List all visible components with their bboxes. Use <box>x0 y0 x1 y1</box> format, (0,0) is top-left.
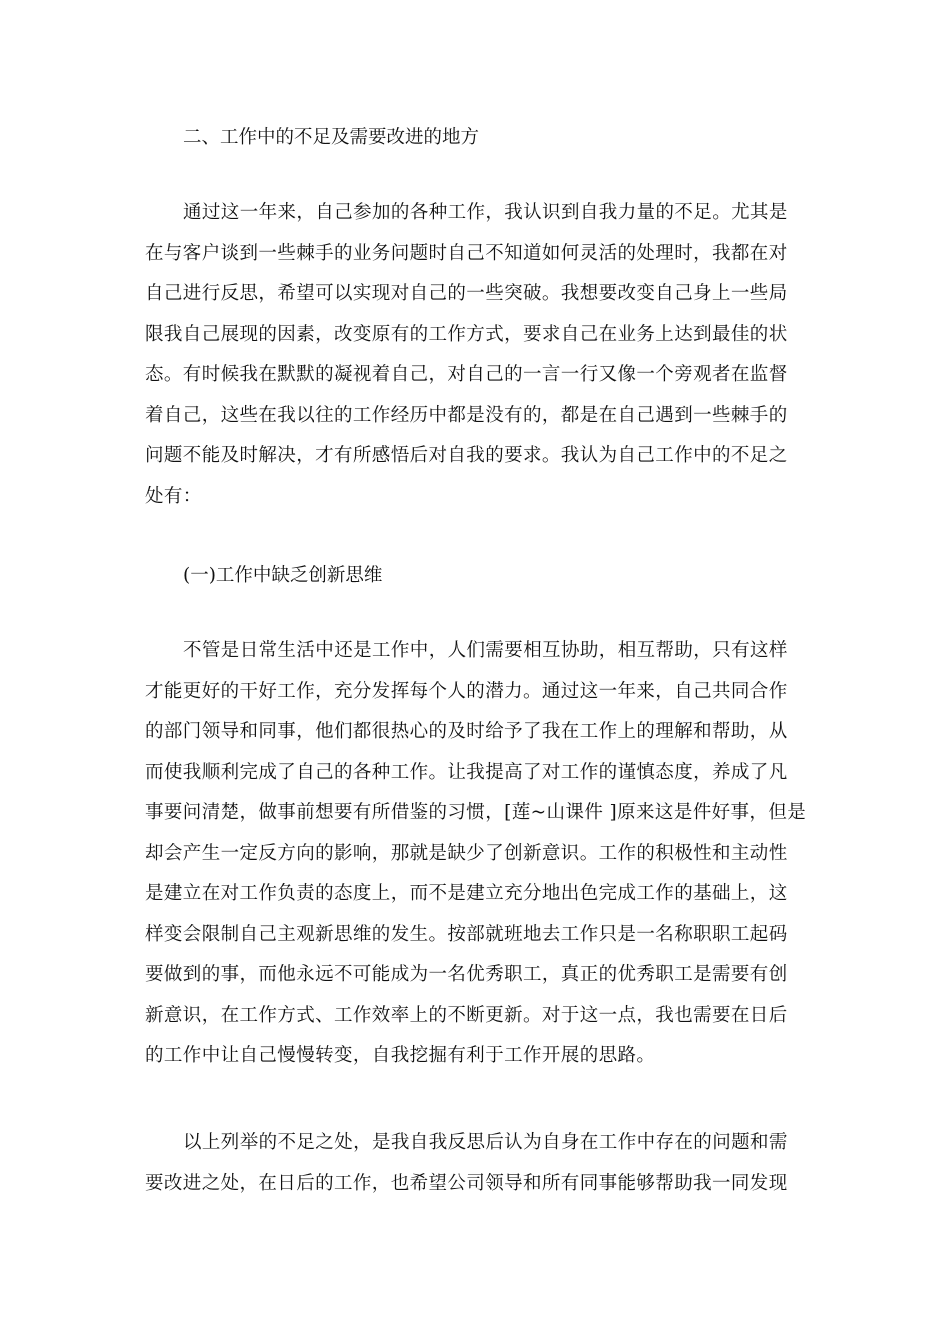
paragraph-2-line: 要做到的事，而他永远不可能成为一名优秀职工，真正的优秀职工是需要有创 <box>145 964 788 985</box>
paragraph-2-line: 不管是日常生活中还是工作中，人们需要相互协助，相互帮助，只有这样 <box>183 640 788 661</box>
paragraph-2-line: 的工作中让自己慢慢转变，自我挖掘有利于工作开展的思路。 <box>145 1045 656 1066</box>
paragraph-1-line: 态。有时候我在默默的凝视着自己，对自己的一言一行又像一个旁观者在监督 <box>145 364 788 385</box>
paragraph-2 <box>145 631 805 1077</box>
paragraph-1-line: 通过这一年来，自己参加的各种工作，我认识到自我力量的不足。尤其是 <box>183 202 788 223</box>
paragraph-2-line: 样变会限制自己主观新思维的发生。按部就班地去工作只是一名称职职工起码 <box>145 923 788 945</box>
paragraph-2-line: 新意识，在工作方式、工作效率上的不断更新。对于这一点，我也需要在日后 <box>145 1004 788 1026</box>
paragraph-2-line: 却会产生一定反方向的影响，那就是缺少了创新意识。工作的积极性和主动性 <box>145 842 788 864</box>
paragraph-3-line: 要改进之处，在日后的工作，也希望公司领导和所有同事能够帮助我一同发现 <box>145 1172 788 1194</box>
paragraph-1-line: 在与客户谈到一些棘手的业务问题时自己不知道如何灵活的处理时，我都在对 <box>145 242 788 264</box>
paragraph-2-line: 事要问清楚，做事前想要有所借鉴的习惯，[莲~山课件 ]原来这是件好事，但是 <box>145 802 807 823</box>
paragraph-1-line: 处有： <box>145 485 202 507</box>
paragraph-1-line: 自己进行反思，希望可以实现对自己的一些突破。我想要改变自己身上一些局 <box>145 283 788 304</box>
paragraph-1-line: 问题不能及时解决，才有所感悟后对自我的要求。我认为自己工作中的不足之 <box>145 445 788 466</box>
paragraph-3-line: 以上列举的不足之处，是我自我反思后认为自身在工作中存在的问题和需 <box>183 1132 788 1153</box>
paragraph-2-line: 才能更好的干好工作，充分发挥每个人的潜力。通过这一年来，自己共同合作 <box>145 680 788 702</box>
paragraph-1-line: 着自己，这些在我以往的工作经历中都是没有的，都是在自己遇到一些棘手的 <box>145 404 788 426</box>
section-heading: 二、工作中的不足及需要改进的地方 <box>183 127 480 148</box>
paragraph-2-line: 是建立在对工作负责的态度上，而不是建立充分地出色完成工作的基础上，这 <box>145 883 788 904</box>
paragraph-3 <box>145 1123 805 1204</box>
paragraph-1 <box>145 193 805 517</box>
paragraph-1-line: 限我自己展现的因素，改变原有的工作方式，要求自己在业务上达到最佳的状 <box>145 323 788 345</box>
paragraph-2-line: 的部门领导和同事，他们都很热心的及时给予了我在工作上的理解和帮助，从 <box>145 721 788 742</box>
paragraph-2-line: 而使我顺利完成了自己的各种工作。让我提高了对工作的谨慎态度，养成了凡 <box>145 761 788 783</box>
subheading: (一)工作中缺乏创新思维 <box>183 565 383 586</box>
